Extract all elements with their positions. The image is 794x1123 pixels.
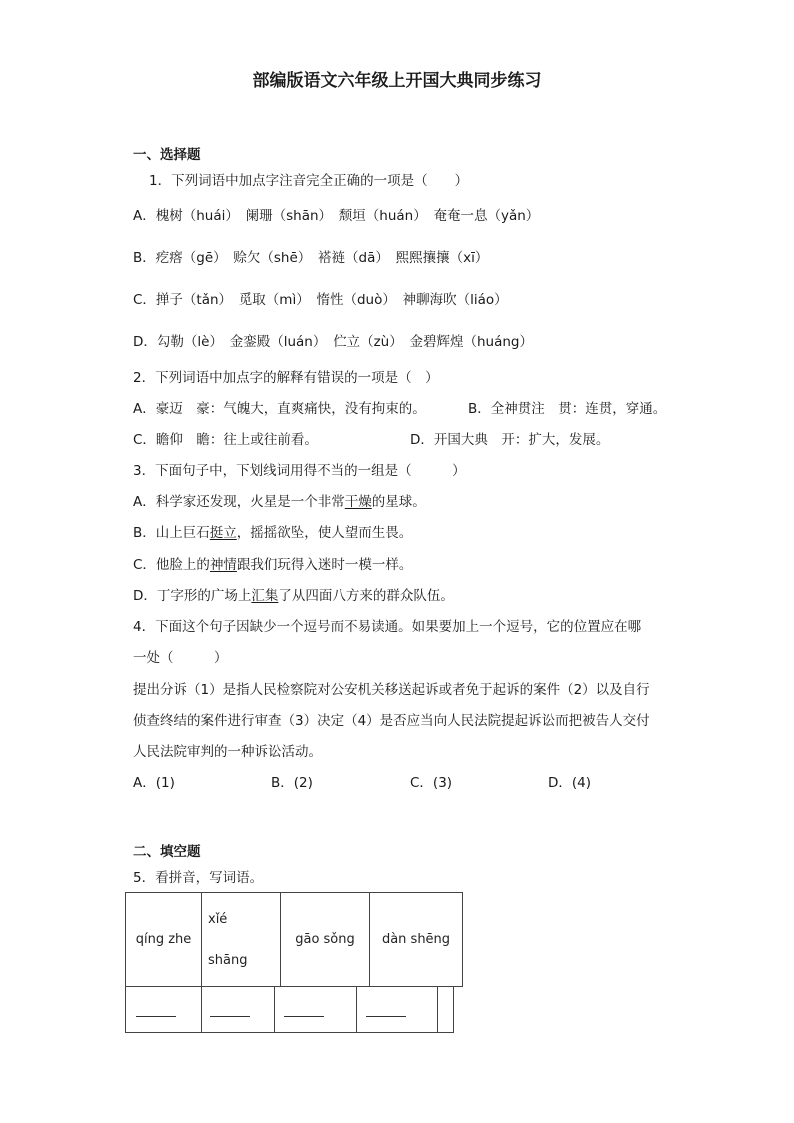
- pinyin-cell: gāo sǒng: [281, 893, 370, 987]
- section-heading-choice: 一、选择题: [133, 147, 201, 163]
- question-3-option-c: C．他脸上的神情跟我们玩得入迷时一模一样。: [133, 557, 413, 573]
- page-title: 部编版语文六年级上开国大典同步练习: [252, 71, 542, 91]
- section-heading-fill: 二、填空题: [133, 844, 201, 860]
- question-3-option-b: B．山上巨石挺立，摇摇欲坠，使人望而生畏。: [133, 525, 413, 541]
- question-1-option-d: D．勾勒（lè） 金銮殿（luán） 伫立（zù） 金碧辉煌（huáng）: [133, 334, 533, 350]
- answer-blank[interactable]: [136, 1004, 176, 1017]
- question-1-option-c: C．掸子（tǎn） 觅取（mì） 惰性（duò） 神聊海吹（liáo）: [133, 292, 508, 308]
- answer-blank[interactable]: [366, 1004, 406, 1017]
- question-3-option-d: D．丁字形的广场上汇集了从四面八方来的群众队伍。: [133, 588, 454, 604]
- question-1-option-a: A．槐树（huái） 阑珊（shān） 颓垣（huán） 奄奄一息（yǎn）: [133, 208, 540, 224]
- question-4-option-a: A．(1): [133, 775, 175, 791]
- underlined-word: 挺立: [209, 525, 237, 541]
- answer-blank[interactable]: [284, 1004, 324, 1017]
- question-2-option-a: A．豪迈 豪：气魄大，直爽痛快，没有拘束的。: [133, 401, 426, 417]
- underlined-word: 干燥: [344, 494, 372, 510]
- question-1-stem: 1．下列词语中加点字注音完全正确的一项是（ ）: [149, 173, 469, 189]
- question-2-option-b: B．全神贯注 贯：连贯，穿通。: [468, 401, 667, 417]
- question-3-option-a: A．科学家还发现，火星是一个非常干燥的星球。: [133, 494, 426, 510]
- question-2-stem: 2．下列词语中加点字的解释有错误的一项是（ ）: [133, 370, 439, 386]
- question-4-passage-line3: 人民法院审判的一种诉讼活动。: [133, 744, 322, 760]
- question-1-option-b: B．疙瘩（gē） 赊欠（shē） 褡裢（dā） 熙熙攘攘（xī）: [133, 250, 489, 266]
- question-4-passage-line2: 侦查终结的案件进行审查（3）决定（4）是否应当向人民法院提起诉讼而把被告人交付: [133, 713, 650, 729]
- question-4-stem-line2: 一处（ ）: [133, 650, 228, 666]
- underlined-word: 神情: [209, 557, 237, 573]
- question-4-option-b: B．(2): [271, 775, 313, 791]
- question-4-option-d: D．(4): [548, 775, 592, 791]
- question-4-option-c: C．(3): [410, 775, 453, 791]
- pinyin-cell: qíng zhe: [126, 893, 202, 987]
- pinyin-cell: xǐé shāng: [202, 893, 281, 987]
- question-2-option-d: D．开国大典 开：扩大，发展。: [410, 432, 610, 448]
- question-2-option-c: C．瞻仰 瞻：往上或往前看。: [133, 432, 318, 448]
- question-4-stem-line1: 4．下面这个句子因缺少一个逗号而不易读通。如果要加上一个逗号，它的位置应在哪: [133, 619, 642, 635]
- question-4-passage-line1: 提出分诉（1）是指人民检察院对公安机关移送起诉或者免于起诉的案件（2）以及自行: [133, 682, 650, 698]
- pinyin-table: [125, 892, 463, 987]
- answer-row: [125, 986, 454, 1033]
- question-5-stem: 5．看拼音，写词语。: [133, 870, 264, 886]
- answer-blank[interactable]: [210, 1004, 250, 1017]
- underlined-word: 汇集: [251, 588, 279, 604]
- question-3-stem: 3．下面句子中，下划线词用得不当的一组是（ ）: [133, 463, 466, 479]
- pinyin-cell: dàn shēng: [370, 893, 463, 987]
